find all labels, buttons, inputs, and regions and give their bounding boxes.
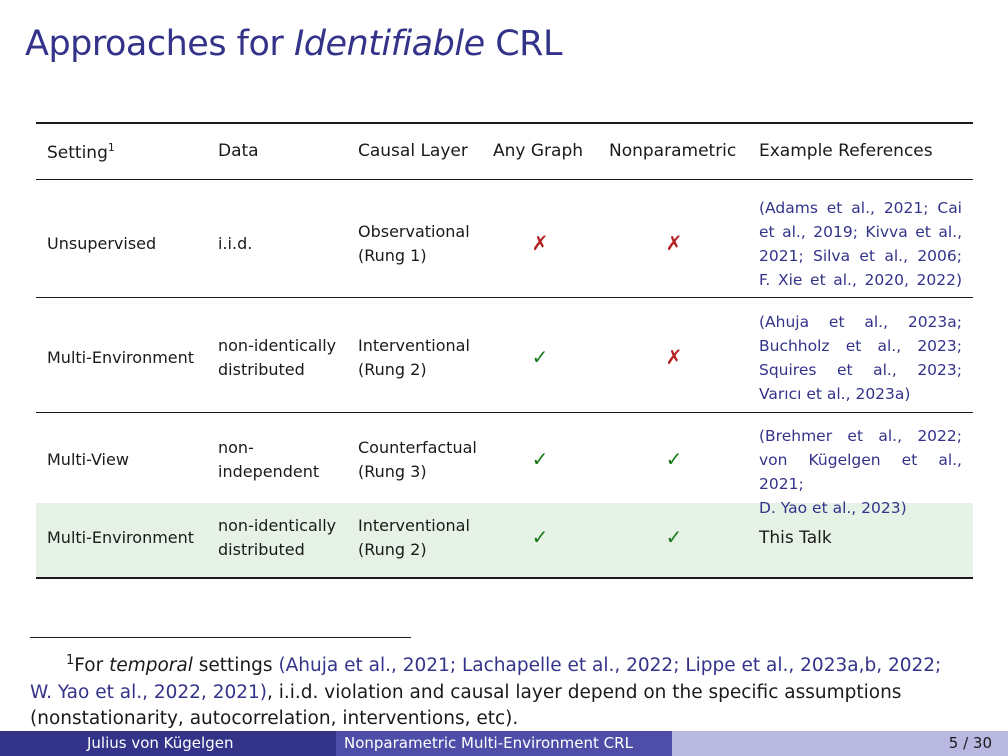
header-causal-layer: Causal Layer: [358, 141, 468, 161]
cross-icon: ✗: [665, 231, 683, 255]
cross-icon: ✗: [665, 345, 683, 369]
cell-data: i.i.d.: [218, 234, 253, 253]
check-icon: ✓: [531, 525, 549, 549]
cell-references: (Adams et al., 2021; Cai et al., 2019; Kivva et al., 2021; Silva et al., 2006; F. Xie et al., 2020, 2022): [759, 199, 962, 289]
cell-layer: Interventional (Rung 2): [358, 336, 470, 379]
footer-bar: [0, 731, 1008, 756]
header-any-graph: Any Graph: [493, 141, 584, 161]
table-bottom-rule: [36, 577, 973, 579]
cell-references: (Brehmer et al., 2022; von Kügelgen et al., 2021; D. Yao et al., 2023): [759, 427, 962, 517]
footer-title-section: [336, 731, 672, 756]
check-icon: ✓: [665, 447, 683, 471]
cell-layer: Interventional (Rung 2): [358, 516, 470, 559]
footer-page-section: [672, 731, 1008, 756]
table-row-divider: [36, 412, 973, 413]
header-data: Data: [218, 141, 259, 161]
cell-setting: Multi-View: [47, 450, 129, 469]
check-icon: ✓: [531, 447, 549, 471]
footer-author: Julius von Kügelgen: [87, 734, 234, 752]
cell-setting: Multi-Environment: [47, 348, 195, 367]
cell-layer: Counterfactual (Rung 3): [358, 438, 477, 481]
cell-data: non-identically distributed: [218, 516, 337, 559]
header-references: Example References: [759, 141, 933, 161]
footnote-citation-link[interactable]: (Ahuja et al., 2021; Lachapelle et al., 2022; Lippe et al., 2023a,b, 2022; W. Yao et al., 2022, 2021): [30, 655, 942, 703]
check-icon: ✓: [665, 525, 683, 549]
check-icon: ✓: [531, 345, 549, 369]
cell-setting: Unsupervised: [47, 234, 157, 253]
cell-layer: Observational (Rung 1): [358, 222, 470, 265]
footer-page-number: 5 / 30: [948, 734, 992, 752]
table-header-rule: [36, 179, 973, 180]
footer-author-section: [0, 731, 336, 756]
cross-icon: ✗: [531, 231, 549, 255]
cell-references: (Ahuja et al., 2023a; Buchholz et al., 2023; Squires et al., 2023; Varıcı et al., 2023a): [759, 313, 962, 403]
table-top-rule: [36, 122, 973, 124]
slide-title: Approaches for Identifiable CRL: [25, 24, 562, 64]
cell-data: non-identically distributed: [218, 336, 337, 379]
footnote: $^1$For temporal settings (Ahuja et al., 2021; Lachapelle et al., 2022; Lippe et al., 2023a,b, 2022; W. Yao et al., 2022, 2021), i.i.d. violation and causal layer depend on the specific assumptions (nonstationarity, autocorrelation, interventions, etc).: [30, 653, 942, 729]
footer-talk-title: Nonparametric Multi-Environment CRL: [344, 734, 633, 752]
header-setting: Setting$^1$: [47, 141, 115, 163]
header-nonparametric: Nonparametric: [609, 141, 737, 161]
table-row-divider: [36, 297, 973, 298]
cell-data: non- independent: [218, 438, 320, 481]
cell-setting: Multi-Environment: [47, 528, 195, 547]
cell-references-this-talk: This Talk: [759, 528, 832, 548]
footnote-rule: [30, 637, 411, 638]
